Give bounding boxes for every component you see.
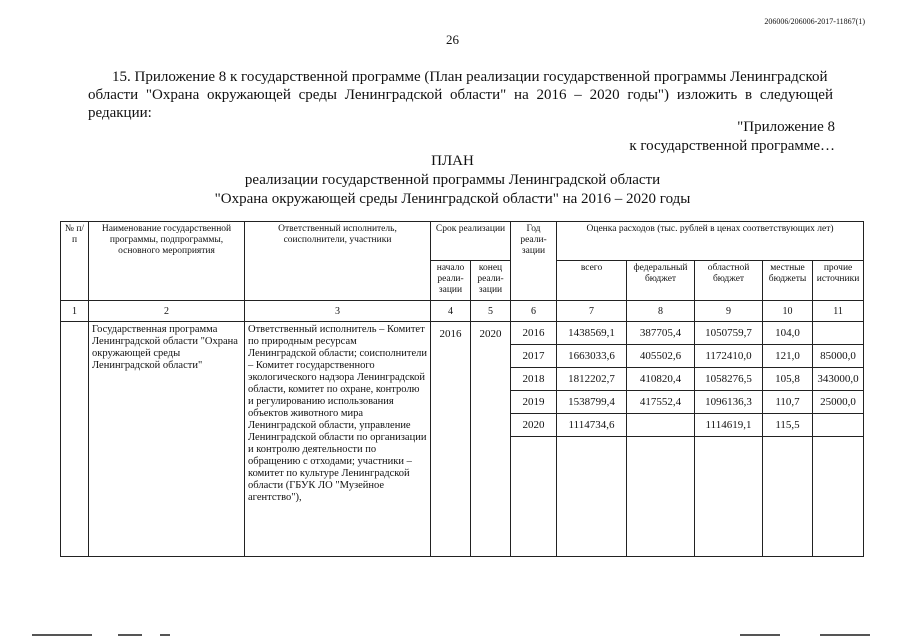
scan-artifact-line xyxy=(740,634,780,636)
row-regional: 1096136,3 xyxy=(695,391,763,414)
appendix-line-1: "Приложение 8 xyxy=(737,119,835,135)
header-costs: Оценка расходов (тыс. рублей в ценах соответствующих лет) xyxy=(557,222,864,261)
intro-line-1: 15. Приложение 8 к государственной программе (План реализации государственной программы Ленинградской xyxy=(112,69,828,85)
plan-heading xyxy=(0,152,905,209)
continuation-cell xyxy=(813,437,864,557)
intro-paragraph xyxy=(88,68,833,122)
header-local: местные бюджеты xyxy=(763,261,813,301)
row-other: 343000,0 xyxy=(813,368,864,391)
row-year: 2017 xyxy=(511,345,557,368)
row-other: 85000,0 xyxy=(813,345,864,368)
header-total: всего xyxy=(557,261,627,301)
col-number-3: 3 xyxy=(245,301,431,322)
appendix-line-2: к государственной программе… xyxy=(629,138,835,154)
header-executor: Ответственный исполнитель, соисполнители, участники xyxy=(245,222,431,301)
row-federal: 405502,6 xyxy=(627,345,695,368)
row-year: 2019 xyxy=(511,391,557,414)
row-total: 1538799,4 xyxy=(557,391,627,414)
row-federal: 410820,4 xyxy=(627,368,695,391)
col-number-6: 6 xyxy=(511,301,557,322)
row-total: 1663033,6 xyxy=(557,345,627,368)
row-local: 121,0 xyxy=(763,345,813,368)
plan-subtitle-2: "Охрана окружающей среды Ленинградской области" на 2016 – 2020 годы xyxy=(214,191,691,207)
header-regional: областной бюджет xyxy=(695,261,763,301)
header-federal: федеральный бюджет xyxy=(627,261,695,301)
continuation-cell xyxy=(557,437,627,557)
row-year: 2018 xyxy=(511,368,557,391)
col-number-4: 4 xyxy=(431,301,471,322)
row-year: 2020 xyxy=(511,414,557,437)
continuation-cell xyxy=(511,437,557,557)
row-total: 1114734,6 xyxy=(557,414,627,437)
row-local: 105,8 xyxy=(763,368,813,391)
term-start: 2016 xyxy=(431,322,471,557)
continuation-cell xyxy=(627,437,695,557)
row-regional: 1058276,5 xyxy=(695,368,763,391)
col-number-9: 9 xyxy=(695,301,763,322)
header-term: Срок реализации xyxy=(431,222,511,261)
header-num: № п/п xyxy=(61,222,89,301)
row-other xyxy=(813,322,864,345)
row-other xyxy=(813,414,864,437)
executor-text: Ответственный исполнитель – Комитет по природным ресурсам Ленинградской области; соисполнители – Комитет государственного экологического надзора Ленинградской области, комитет по охране, контролю и регулированию использования объектов животного мира Ленинградской области, управление Ленинградской области по организации и контролю деятельности по обращению с отходами; участники – комитет по культуре Ленинградской области (ГБУК ЛО "Музейное агентство"), xyxy=(245,322,431,557)
appendix-heading xyxy=(629,118,835,156)
plan-table xyxy=(60,221,864,557)
document-id: 206006/206006-2017-11867(1) xyxy=(764,17,865,26)
col-number-1: 1 xyxy=(61,301,89,322)
page-number: 26 xyxy=(446,32,459,47)
row-regional: 1114619,1 xyxy=(695,414,763,437)
row-local: 104,0 xyxy=(763,322,813,345)
row-federal xyxy=(627,414,695,437)
intro-line-2: области "Охрана окружающей среды Ленинградской области" на 2016 – 2020 годы") изложить в следующей редакции: xyxy=(88,87,833,121)
row-total: 1812202,7 xyxy=(557,368,627,391)
row-federal: 387705,4 xyxy=(627,322,695,345)
header-name: Наименование государственной программы, подпрограммы, основного мероприятия xyxy=(89,222,245,301)
scan-artifact-line xyxy=(820,634,870,636)
column-number-row xyxy=(61,301,864,322)
header-other: прочие источники xyxy=(813,261,864,301)
program-name: Государственная программа Ленинградской области "Охрана окружающей среды Ленинградской области" xyxy=(89,322,245,557)
scan-artifact-line xyxy=(32,634,92,636)
row-total: 1438569,1 xyxy=(557,322,627,345)
col-number-5: 5 xyxy=(471,301,511,322)
continuation-cell xyxy=(763,437,813,557)
row-num-cell xyxy=(61,322,89,557)
continuation-cell xyxy=(695,437,763,557)
header-year: Год реали-зации xyxy=(511,222,557,301)
col-number-2: 2 xyxy=(89,301,245,322)
row-regional: 1172410,0 xyxy=(695,345,763,368)
scan-artifact-line xyxy=(160,634,170,636)
col-number-8: 8 xyxy=(627,301,695,322)
row-year: 2016 xyxy=(511,322,557,345)
col-number-7: 7 xyxy=(557,301,627,322)
row-local: 110,7 xyxy=(763,391,813,414)
scan-artifact-line xyxy=(118,634,142,636)
row-local: 115,5 xyxy=(763,414,813,437)
term-end: 2020 xyxy=(471,322,511,557)
row-regional: 1050759,7 xyxy=(695,322,763,345)
plan-subtitle-1: реализации государственной программы Ленинградской области xyxy=(244,172,661,188)
row-other: 25000,0 xyxy=(813,391,864,414)
col-number-10: 10 xyxy=(763,301,813,322)
header-term-end: конец реали-зации xyxy=(471,261,511,301)
row-federal: 417552,4 xyxy=(627,391,695,414)
table-row xyxy=(61,322,864,345)
header-term-start: начало реали-зации xyxy=(431,261,471,301)
plan-title: ПЛАН xyxy=(431,153,474,169)
col-number-11: 11 xyxy=(813,301,864,322)
